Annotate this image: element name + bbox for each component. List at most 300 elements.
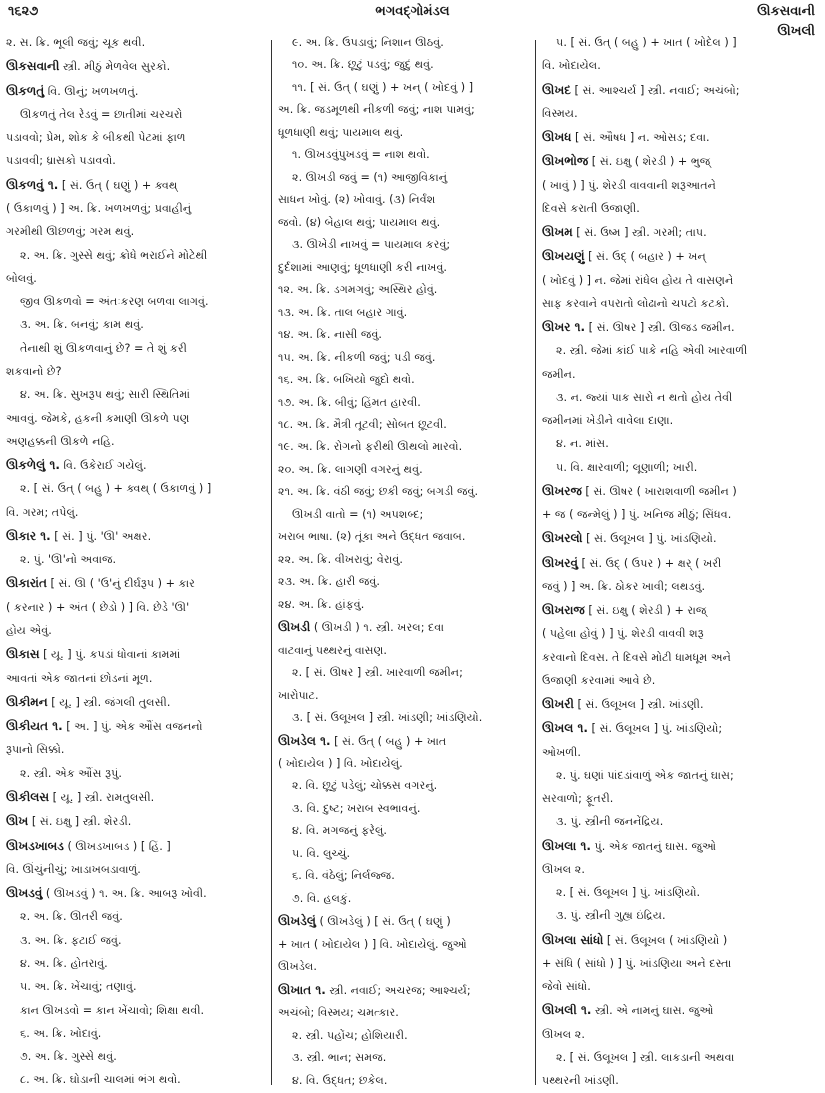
dictionary-entry-line: [542, 839, 820, 854]
line-text: સરવાળો; ફૂતરી.: [542, 792, 614, 805]
book-title: ભગવદ્ગોમંડલ: [375, 4, 450, 19]
line-text: [ યૂ. ] સ્ત્રી. રામતુલસી.: [49, 791, 155, 804]
line-text: ( પહેલા હોવું ) ] પું. શેરડી વાવવી શરૂ: [542, 627, 704, 641]
headword: ઊકળતું: [6, 83, 45, 98]
line-text: ૪. વિ. ઉદ્ધત; છકેલ.: [292, 1073, 388, 1087]
definition-line: [278, 216, 530, 230]
definition-line: [278, 666, 530, 680]
line-text: ૩. સ્ત્રી. ભાન; સમજ.: [292, 1051, 387, 1065]
line-text: ૧૫. અ. ક્રિ. નીકળી જવું; પડી જવું.: [278, 350, 436, 364]
definition-line: [6, 365, 264, 379]
definition-line: [278, 440, 530, 454]
definition-line: [6, 295, 264, 309]
definition-line: [6, 1050, 264, 1064]
line-text: કાન ઊખડવો = કાન ખેંચાવો; શિક્ષા થવી.: [20, 1003, 205, 1017]
line-text: ૨૩. અ. ક્રિ. હારી જવું.: [278, 575, 380, 589]
definition-line: [542, 909, 820, 923]
dictionary-entry-line: [278, 983, 530, 998]
line-text: ૧૯. અ. ક્રિ. રોગનો ફરીથી ઊથલો મારવો.: [278, 440, 463, 454]
dictionary-entry-line: [6, 178, 264, 193]
definition-line: [6, 910, 264, 924]
line-text: ૪. અ. ક્રિ. સુખરૂપ થવું; સારી સ્થિતિમાં: [20, 388, 190, 402]
column-divider: [271, 40, 272, 1085]
headword: ઊખર ૧.: [542, 320, 586, 334]
definition-line: [6, 934, 264, 948]
line-text: ધૂળધાણી થવું; પાયમાલ થવું.: [278, 125, 404, 139]
line-text: ૨. [ સં. ઉલૂખલ ] પું. ખાંડણિયો.: [556, 886, 701, 899]
line-text: સાધન ખોવું. (૨) ખોવાવું. (૩) નિર્વંશ: [278, 193, 436, 207]
line-text: ૩. અ. ક્રિ. બનવું; કામ થવું.: [20, 318, 144, 332]
headword: ઊખ: [6, 814, 29, 829]
line-text: [ સં. ઉદ્ ( ઉપર ) + ક્ષર્ ( ખરી: [577, 556, 722, 570]
definition-line: [278, 757, 530, 771]
line-text: ૨. પું. 'ઊ'નો અવાજ.: [20, 553, 117, 567]
line-text: ઊખલ ૨.: [542, 1027, 585, 1041]
line-text: ૧૮. અ. ક્રિ. મૈત્રી તૂટવી; સોબત છૂટવી.: [278, 417, 447, 431]
dictionary-entry-line: [6, 647, 264, 662]
definition-line: [542, 1074, 820, 1088]
definition-line: [6, 318, 264, 332]
line-text: ૧૦. અ. ક્રિ. છૂટું પડવું; જુદું થવું.: [292, 58, 434, 72]
headword: ઊખભોજ: [542, 154, 589, 169]
page-number: ૧૬૨૭: [8, 4, 39, 19]
dictionary-entry-line: [6, 576, 264, 591]
line-text: જવું ) ] અ. ક્રિ. ઠોકર ખાવી; લથડવું.: [542, 579, 706, 593]
definition-line: [542, 297, 820, 311]
headword: ઊખરજ: [542, 483, 582, 498]
headword: ઊખડેલું: [278, 914, 316, 929]
line-text: [ સં. ઊ ( 'ઉ'નું દીર્ઘરૂપ ) + કાર: [46, 577, 195, 591]
dictionary-entry-line: [6, 814, 264, 829]
headword: ઊખડખાબડ: [6, 838, 64, 853]
line-text: ૪. અ. ક્રિ. હોતરાવું.: [20, 956, 108, 970]
line-text: ૨. ઊખડી જવું = (૧) આજીવિકાનું: [292, 170, 448, 184]
line-text: શકવાનો છે?: [6, 364, 62, 378]
line-text: ૫. અ. ક્રિ. ખેંચાવું; તણાવું.: [20, 980, 137, 994]
definition-line: [542, 886, 820, 900]
dictionary-entry-line: [542, 130, 820, 145]
definition-line: [542, 508, 820, 522]
line-text: અણહક્કની ઊકળે નહિ.: [6, 434, 115, 448]
line-text: ૨. અ. ક્રિ. ગુસ્સે થવું; ક્રોધે ભરાઈને મોટેથી: [20, 248, 208, 262]
definition-line: [542, 674, 820, 688]
dictionary-entry-line: [6, 529, 264, 544]
dictionary-entry-line: [542, 249, 820, 264]
headword: ઊખદ: [542, 82, 571, 97]
line-text: ૨. [ સં. ઊષર ] સ્ત્રી. ખારવાળી જમીન;: [292, 666, 463, 680]
headword: ઊખલ ૧.: [542, 721, 588, 736]
line-text: [ સં. ઉષ્મ ] સ્ત્રી. ગરમી; તાપ.: [572, 226, 707, 239]
line-text: ૧. ઊખડવુંપુખડવું = નાશ થવો.: [292, 148, 430, 162]
definition-line: [278, 328, 530, 342]
dictionary-entry-line: [6, 695, 264, 710]
definition-line: [278, 58, 530, 72]
line-text: ૩. ઊખેડી નાખવું = પાયમાલ કરવું;: [292, 238, 451, 252]
definition-line: [6, 36, 264, 50]
line-text: ૭. અ. ક્રિ. ગુસ્સે થવું.: [20, 1050, 117, 1064]
dictionary-entry-line: [6, 59, 264, 74]
dictionary-entry-line: [6, 719, 264, 734]
line-text: ૩. અ. ક્રિ. ફટાઈ જવું.: [20, 933, 122, 947]
definition-line: [278, 553, 530, 567]
column-3: [542, 36, 820, 1088]
definition-line: [278, 960, 530, 974]
line-text: ઓખળી.: [542, 745, 581, 759]
definition-line: [542, 368, 820, 382]
definition-line: [542, 627, 820, 641]
definition-line: [278, 1006, 530, 1020]
line-text: ૩. ન. જ્યાં પાક સારો ન થતો હોય તેવી: [556, 390, 733, 404]
dictionary-entry-line: [6, 458, 264, 473]
line-text: ૨૨. અ. ક્રિ. વીખરાવું; વેરાવું.: [278, 552, 403, 566]
definition-line: [6, 272, 264, 286]
definition-line: [6, 601, 264, 615]
headword: ઊખડવું: [6, 886, 43, 901]
line-text: ૨. [ સં. ઉલૂખલ ] સ્ત્રી. લાકડાની અથવા: [556, 1050, 735, 1064]
line-text: ૨૪. અ. ક્રિ. હાંફવું.: [278, 597, 365, 611]
line-text: વિ. ખોદાયેલ.: [542, 59, 601, 73]
definition-line: [6, 506, 264, 520]
line-text: ૭. વિ. હલકું.: [292, 891, 352, 905]
line-text: ૪. વિ. મગજનું ફરેલું.: [292, 824, 387, 838]
line-text: ૯. અ. ક્રિ. ઉપડાવું; નિશાન ઊઠવું.: [292, 36, 444, 49]
dictionary-entry-line: [542, 83, 820, 98]
line-text: ૪. ન. માંસ.: [556, 437, 609, 451]
definition-line: [542, 651, 820, 665]
line-text: સાફ કરવાને વપરાતો લોઢાનો ચપટો કટકો.: [542, 296, 730, 310]
line-text: [ સં. ] પું. 'ઊ' અક્ષર.: [50, 529, 152, 543]
line-text: [ સં. ઊષર ] સ્ત્રી. ઊજડ જમીન.: [585, 321, 735, 334]
line-text: ( ઊખડવું ) ૧. અ. ક્રિ. આબરૂ ખોવી.: [42, 887, 207, 901]
definition-line: [278, 892, 530, 906]
definition-line: [278, 1029, 530, 1043]
line-text: પડાવવો; પ્રેમ, શોક કે બીકથી પેટમાં ફાળ: [6, 131, 186, 145]
column-2: [278, 36, 530, 1088]
definition-line: [278, 396, 530, 410]
line-text: ૩. વિ. દુષ્ટ; ખરાબ સ્વભાવનું.: [292, 801, 421, 815]
headword: ઊકારાંત: [6, 576, 47, 591]
line-text: [ સં. ઉદ્ ( બહાર ) + ખન્: [584, 250, 706, 264]
line-text: સ્ત્રી. મીઠું મેળવેલ સુરકો.: [59, 60, 171, 74]
line-text: વાટવાનું પથ્થરનું વાસણ.: [278, 643, 387, 657]
definition-line: [278, 847, 530, 861]
line-text: ( ઉકાળવું ) ] અ. ક્રિ. ખળખળવું; પ્રવાહીનું: [6, 201, 192, 215]
line-text: + ખાત ( ખોદાયેલ ) ] વિ. ખોદાયેલું. જુઓ: [278, 937, 467, 951]
dictionary-entry-line: [542, 697, 820, 712]
definition-line: [542, 179, 820, 193]
line-text: ઊખડેલ.: [278, 960, 317, 974]
dictionary-entry-line: [6, 886, 264, 901]
line-text: વિ. ગરમ; તપેલું.: [6, 505, 79, 519]
headword: ઊખરવું: [542, 555, 578, 570]
definition-line: [542, 461, 820, 475]
definition-line: [542, 769, 820, 783]
line-text: વિ. ઉકેરાઈ ગયેલું.: [59, 459, 147, 473]
column-1: [6, 36, 264, 1088]
definition-line: [542, 792, 820, 806]
line-text: સ્ત્રી. એ નામનું ઘાસ. જુઓ: [591, 1004, 714, 1018]
line-text: + જ ( જન્મેલું ) ] પું. ખનિજ મીઠું; સિંધવ.: [542, 508, 732, 521]
line-text: ૧૨. અ. ક્રિ. ડગમગવું; અસ્થિર હોવું.: [278, 283, 438, 297]
line-text: ૨૧. અ. ક્રિ. વંઠી જવું; છકી જવું; બગડી જવું.: [278, 485, 479, 499]
headword: ઊકીમન: [6, 694, 48, 709]
line-text: [ સં. ઉલૂખલ ] પું. ખાંડણિયો;: [587, 722, 723, 736]
line-text: ( ઊખડી ) ૧. સ્ત્રી. ખરલ; દવા: [310, 621, 445, 635]
definition-line: [6, 957, 264, 971]
line-text: [ સં. ઉલૂખલ ] પું. ખાંડણિયો.: [582, 532, 717, 546]
definition-line: [278, 644, 530, 658]
dictionary-entry-line: [542, 556, 820, 571]
line-text: ઊખલ ૨.: [542, 862, 585, 876]
definition-line: [542, 107, 820, 121]
headword: ઊખલી ૧.: [542, 1003, 592, 1018]
line-text: ( ખોદાયેલ ) ] વિ. ખોદાયેલું.: [278, 757, 403, 770]
dictionary-entry-line: [542, 721, 820, 736]
headword: ઊખલા સાંધો: [542, 932, 604, 947]
definition-line: [278, 530, 530, 544]
definition-line: [278, 575, 530, 589]
line-text: ૧૩. અ. ક્રિ. તાલ બહાર ગાવું.: [278, 305, 408, 319]
definition-line: [542, 414, 820, 428]
line-text: વિસ્મય.: [542, 106, 578, 120]
definition-line: [542, 437, 820, 451]
headword: ઊખમ: [542, 225, 573, 239]
definition-line: [6, 482, 264, 496]
definition-line: [542, 580, 820, 594]
line-text: બોલવું.: [6, 271, 37, 285]
dictionary-entry-line: [542, 933, 820, 948]
definition-line: [278, 508, 530, 522]
line-text: પથ્થરની ખાંડણી.: [542, 1074, 619, 1087]
line-text: ૫. વિ. ક્ષારવાળી; લૂણાળી; ખારી.: [556, 460, 698, 474]
headword: ઊખધ: [542, 130, 572, 144]
line-text: ૨૦. અ. ક્રિ. લાગણી વગરનું થવું.: [278, 462, 423, 476]
dictionary-entry-line: [542, 531, 820, 546]
definition-line: [6, 767, 264, 781]
dictionary-entry-line: [278, 620, 530, 635]
headword: ઊકીયત ૧.: [6, 719, 63, 734]
definition-line: [6, 553, 264, 567]
line-text: ખારોપાટ.: [278, 688, 319, 702]
line-text: ૨. સ. ક્રિ. ભૂલી જવું; ચૂક થવી.: [6, 36, 146, 49]
definition-line: [6, 249, 264, 263]
column-divider: [535, 40, 536, 1085]
line-text: ૨. પું. ઘણાં પાંદડાંવાળું એક જાતનું ઘાસ;: [556, 768, 734, 782]
line-text: જવો. (૪) બેહાલ થવું; પાયમાલ થવું.: [278, 215, 441, 229]
line-text: હોય એવું.: [6, 624, 52, 638]
headword: ઊખયણું: [542, 249, 585, 264]
line-text: [ સં. ઇક્ષુ ] સ્ત્રી. શેરડી.: [28, 815, 132, 829]
line-text: ૧૭. અ. ક્રિ. બીવું; હિંમત હારવી.: [278, 395, 421, 409]
line-text: ૮. અ. ક્રિ. ઘોડાની ચાલમાં ભંગ થવો.: [20, 1073, 181, 1087]
line-text: + સંધિ ( સાંધો ) ] પું. ખાંડણિયા અને દસ્તા: [542, 956, 732, 970]
definition-line: [6, 863, 264, 877]
definition-line: [278, 711, 530, 725]
definition-line: [278, 463, 530, 477]
line-text: દિવસે કરાતી ઉજાણી.: [542, 201, 640, 215]
line-text: [ સં. ઉલૂખલ ] સ્ત્રી. ખાંડણી.: [573, 698, 704, 711]
headword: ઊકળેલું ૧.: [6, 458, 60, 473]
line-text: ૧૪. અ. ક્રિ. નાસી જવું.: [278, 328, 382, 342]
headword: ઊખરલો: [542, 531, 583, 546]
definition-line: [278, 351, 530, 365]
running-head-first-word: ઊકસવાની: [757, 4, 815, 19]
definition-line: [278, 938, 530, 952]
definition-line: [278, 306, 530, 320]
definition-line: [542, 391, 820, 405]
definition-line: [278, 238, 530, 252]
line-text: [ સં. ઇક્ષુ ( શેરડી ) + રાજ્: [584, 604, 707, 617]
definition-line: [278, 193, 530, 207]
dictionary-entry-line: [542, 1003, 820, 1018]
line-text: પડાવવી; ધ્રાસકો પડાવવો.: [6, 154, 116, 168]
definition-line: [6, 743, 264, 757]
definition-line: [278, 36, 530, 50]
headword: ઊખાત ૧.: [278, 982, 326, 997]
definition-line: [278, 283, 530, 297]
line-text: ૧૧. [ સં. ઉત્ ( ઘણું ) + ખન્ ( ખોદવું ) ]: [292, 80, 474, 94]
definition-line: [278, 802, 530, 816]
headword: ઊખડી: [278, 620, 311, 635]
line-text: [ સં. આશ્ચર્ય ] સ્ત્રી. નવાઈ; અચંબો;: [570, 83, 740, 97]
definition-line: [278, 485, 530, 499]
dictionary-entry-line: [542, 154, 820, 169]
line-text: ૨. [ સં. ઉત્ ( બહુ ) + ક્વથ્ ( ઉકાળવું ) ]: [20, 482, 212, 496]
line-text: વિ. ઊનું; ખળખળતું.: [44, 84, 139, 98]
definition-line: [542, 746, 820, 760]
definition-line: [6, 202, 264, 216]
definition-line: [6, 1027, 264, 1041]
line-text: [ સં. ઉત્ ( બહુ ) + ખાત: [330, 734, 447, 748]
dictionary-entry-line: [542, 225, 820, 240]
line-text: જીવ ઊકળવો = અંતઃકરણ બળવા લાગવું.: [20, 295, 209, 309]
line-text: ઊકળતું તેલ રેડવું = છાતીમાં ચરચરો: [20, 107, 183, 121]
definition-line: [278, 418, 530, 432]
running-head-last-word: ઊખલી: [777, 24, 815, 39]
definition-line: [6, 435, 264, 449]
definition-line: [6, 1004, 264, 1018]
line-text: વિ. ઊંચુંનીચું; ખાડાખબડાવાળું.: [6, 862, 141, 876]
definition-line: [278, 373, 530, 387]
line-text: [ યૂ. ] સ્ત્રી. જંગલી તુલસી.: [47, 695, 171, 709]
dictionary-entry-line: [278, 914, 530, 929]
definition-line: [6, 342, 264, 356]
line-text: ઉજાણી કરવામાં આવે છે.: [542, 673, 656, 687]
dictionary-entry-line: [6, 790, 264, 805]
definition-line: [6, 388, 264, 402]
definition-line: [542, 274, 820, 288]
definition-line: [6, 672, 264, 686]
headword: ઊખડેલ ૧.: [278, 733, 331, 748]
headword: ઊખલા ૧.: [542, 838, 591, 853]
line-text: [ સં. ઇક્ષુ ( શેરડી ) + ભુજ્: [588, 155, 711, 169]
dictionary-entry-line: [542, 484, 820, 499]
definition-line: [542, 344, 820, 358]
line-text: સ્ત્રી. નવાઈ; અચરજ; આશ્ચર્ય;: [325, 983, 471, 997]
line-text: ગરમીથી ઊછળવું; ગરમ થવું.: [6, 225, 135, 239]
definition-line: [6, 108, 264, 122]
line-text: [ અ. ] પું. એક ઔંસ વજનનો: [62, 720, 203, 734]
line-text: ( ઊખડખાબડ ) [ હિં. ]: [63, 839, 171, 853]
line-text: ( ખાવું ) ] પું. શેરડી વાવવાની શરૂઆતને: [542, 178, 716, 192]
definition-line: [6, 624, 264, 638]
definition-line: [278, 869, 530, 883]
definition-line: [278, 1051, 530, 1065]
line-text: ૩. [ સં. ઉલૂખલ ] સ્ત્રી. ખાંડણી; ખાંડણિયો.: [292, 711, 483, 725]
line-text: ૨. સ્ત્રી. જેમાં કાંઈ પાકે નહિ એવી ખારવાળી: [556, 344, 748, 358]
line-text: [ યૂ. ] પું. કપડાં ધોવાનાં કામમાં: [39, 648, 181, 662]
dictionary-entry-line: [6, 84, 264, 99]
definition-line: [6, 412, 264, 426]
line-text: [ સં. ઉત્ ( ઘણું ) + ક્વથ્: [58, 178, 178, 192]
headword: ઊકીલસ: [6, 790, 50, 804]
line-text: ( કરનાર ) + અંત ( છેડો ) ] વિ. છેડે 'ઊ': [6, 600, 190, 614]
line-text: ૩. પું. સ્ત્રીની જનનેંદ્રિય.: [556, 815, 664, 829]
line-text: આવતાં એક જાતનાં છોડનાં મૂળ.: [6, 671, 153, 685]
definition-line: [6, 154, 264, 168]
definition-line: [542, 980, 820, 994]
line-text: અચંબો; વિસ્મય; ચમત્કાર.: [278, 1006, 399, 1020]
line-text: ઊખડી વાતો = (૧) અપશબ્દ;: [292, 507, 424, 521]
line-text: ૨. સ્ત્રી. એક ઔંસ રૂપું.: [20, 766, 122, 780]
dictionary-entry-line: [278, 734, 530, 749]
line-text: ૨. વિ. છૂટું પડેલું; ચોક્કસ વગરનું.: [292, 779, 438, 793]
line-text: જેવો સાંધો.: [542, 980, 591, 993]
line-text: ૧૬. અ. ક્રિ. બખિયો જુદો થવો.: [278, 373, 415, 387]
line-text: ૬. વિ. વંઠેલું; નિર્લજ્જ.: [292, 869, 395, 883]
line-text: ( ઊખડેલું ) [ સં. ઉત્ ( ઘણું ): [315, 915, 451, 929]
line-text: ( ખોદવું ) ] ન. જેમાં રાંધેલ હોય તે વાસણને: [542, 273, 734, 287]
definition-line: [278, 126, 530, 140]
dictionary-entry-line: [542, 320, 820, 335]
definition-line: [6, 131, 264, 145]
line-text: અ. ક્રિ. જડમૂળથી નીકળી જવું; નાશ પામવું;: [278, 103, 475, 117]
definition-line: [6, 1073, 264, 1087]
line-text: ૬. અ. ક્રિ. ખોદાવું.: [20, 1026, 102, 1040]
definition-line: [542, 1028, 820, 1042]
definition-line: [542, 202, 820, 216]
line-text: ખરાબ ભાષા. (૨) તૂંકા અને ઉદ્ધત જવાબ.: [278, 530, 466, 544]
dictionary-entry-line: [542, 603, 820, 618]
definition-line: [278, 598, 530, 612]
definition-line: [278, 1074, 530, 1088]
definition-line: [278, 171, 530, 185]
definition-line: [278, 148, 530, 162]
definition-line: [542, 957, 820, 971]
line-text: ૫. વિ. લુચ્ચું.: [292, 846, 351, 860]
definition-line: [6, 225, 264, 239]
dictionary-entry-line: [6, 839, 264, 854]
definition-line: [278, 689, 530, 703]
headword: ઊખરી: [542, 697, 574, 711]
line-text: પું. એક જાતનું ઘાસ. જુઓ: [590, 839, 717, 853]
definition-line: [278, 779, 530, 793]
line-text: જમીનમાં ખેડીને વાવેલા દાણા.: [542, 414, 674, 427]
headword: ઊકસવાની: [6, 59, 60, 74]
line-text: ૨. અ. ક્રિ. ઊતરી જવું.: [20, 910, 123, 924]
definition-line: [542, 815, 820, 829]
definition-line: [278, 103, 530, 117]
line-text: ૫. [ સં. ઉત્ ( બહુ ) + ખાત ( ખોદેલ ) ]: [556, 36, 737, 49]
definition-line: [278, 81, 530, 95]
headword: ઊકળવું ૧.: [6, 177, 59, 192]
line-text: આવવું. જેમકે, હકની કમાણી ઊકળે પણ: [6, 411, 190, 425]
line-text: કરવાનો દિવસ. તે દિવસે મોટી ધામધૂમ અને: [542, 650, 731, 664]
definition-line: [278, 824, 530, 838]
headword: ઊખરાજ: [542, 603, 585, 617]
definition-line: [542, 59, 820, 73]
line-text: જમીન.: [542, 367, 576, 381]
